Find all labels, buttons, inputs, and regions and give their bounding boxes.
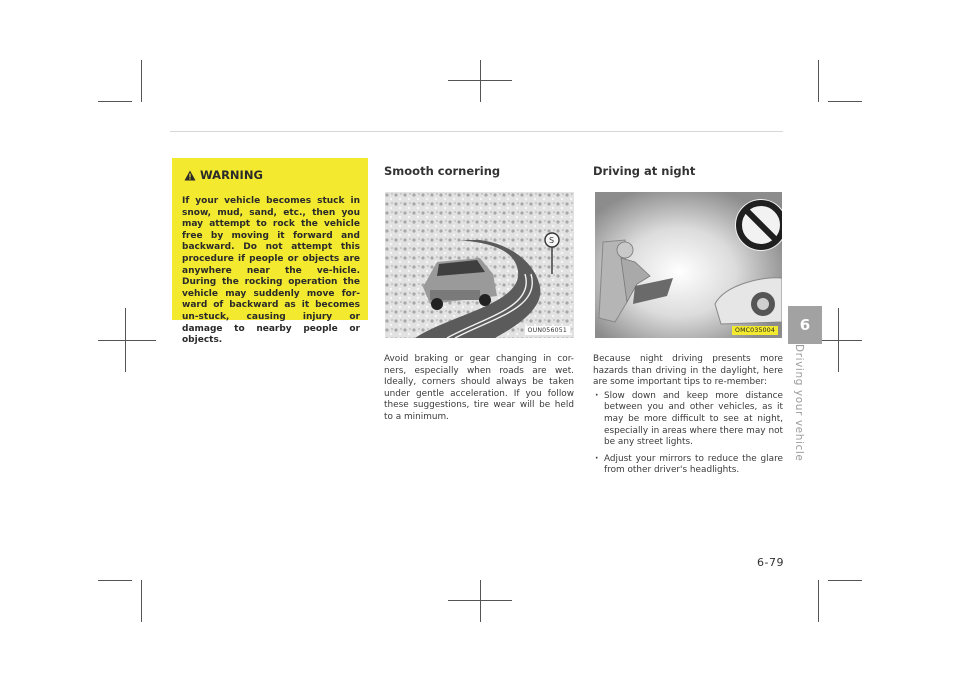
chapter-tab — [788, 306, 822, 344]
warning-triangle-icon — [184, 170, 196, 181]
night-tips-list — [593, 391, 783, 477]
warning-title: WARNING — [200, 168, 263, 182]
cornering-illustration — [385, 192, 574, 338]
night-driving-image — [595, 192, 782, 338]
cornering-title: Smooth cornering — [384, 164, 501, 178]
night-intro: Because night driving presents more hazards than driving in the daylight, here are some important tips to re-member: — [593, 354, 783, 388]
night-image-code: OMC035004 — [732, 326, 778, 335]
night-text-block — [593, 354, 783, 482]
svg-text:S: S — [549, 236, 555, 245]
warning-heading — [184, 168, 263, 182]
night-illustration — [595, 192, 782, 338]
cornering-text: Avoid braking or gear changing in cor-ners, especially when roads are wet. Ideally, corners should always be taken under gentle acceleration. If you follow these suggestions, tire wear will be held to a minimum. — [384, 354, 574, 422]
night-title: Driving at night — [593, 164, 696, 178]
chapter-label: Driving your vehicle — [793, 344, 805, 462]
warning-box — [172, 158, 368, 346]
header-rule — [170, 131, 783, 132]
cornering-car-image — [385, 192, 574, 338]
chapter-number: 6 — [799, 316, 811, 334]
list-item: · Adjust your mirrors to reduce the glare from other driver's headlights. — [593, 454, 783, 477]
warning-text: If your vehicle becomes stuck in snow, mud, sand, etc., then you may attempt to rock the vehicle free by moving it forward and backward. Do not attempt this procedure if people or objects are anywhere near the ve-hicle. During the rocking operation the vehicle may suddenly move for-ward of backward as it becomes un-stuck, causing injury or damage to nearby people or objects. — [182, 196, 360, 346]
cornering-image-code: OUN056051 — [525, 326, 570, 335]
list-item: · Slow down and keep more distance between you and other vehicles, as it may be more difficult to see at night, especially in areas where there may not be any street lights. — [593, 391, 783, 449]
page-number: 6-79 — [757, 556, 784, 569]
chapter-side-label — [788, 344, 822, 464]
